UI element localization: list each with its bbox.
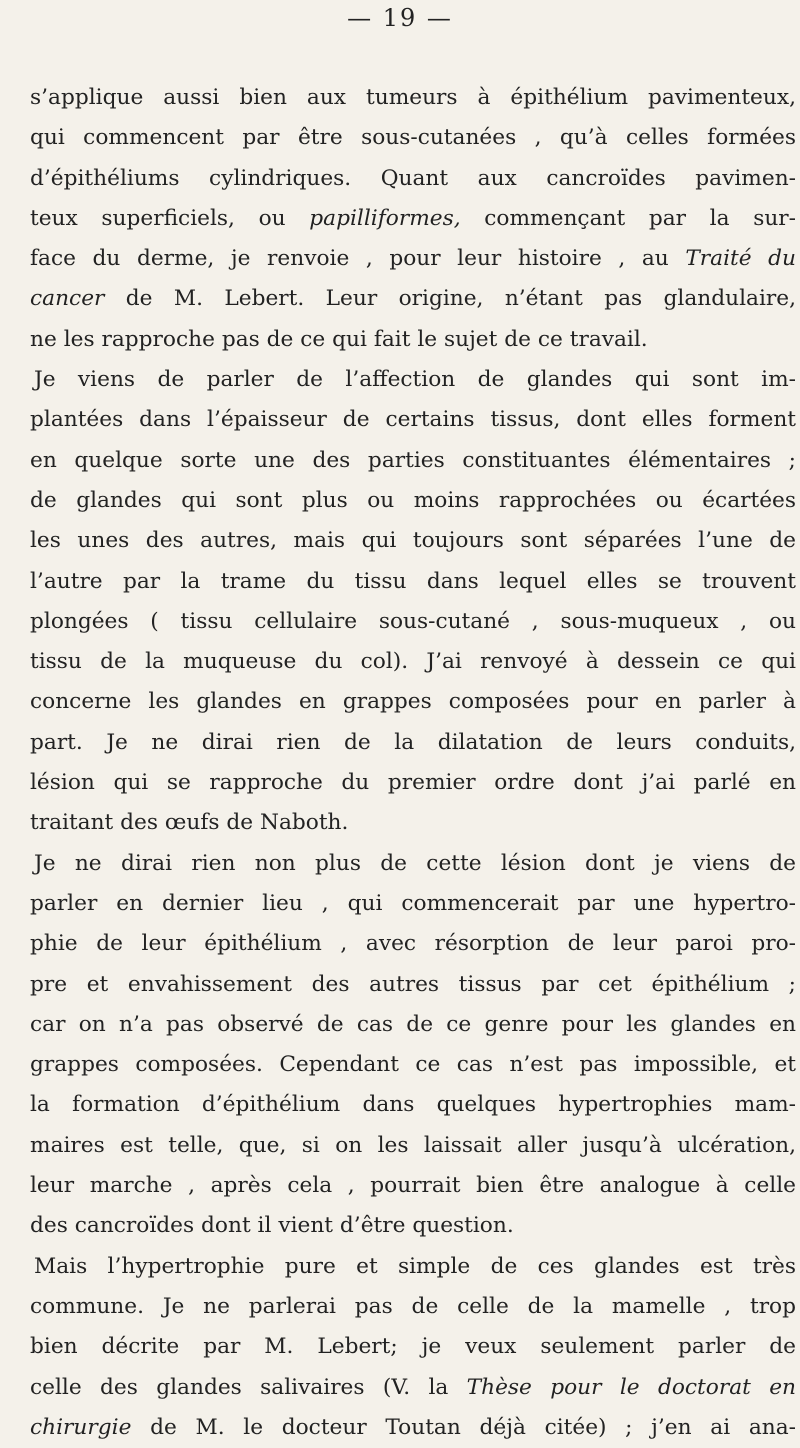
text-line xyxy=(30,1126,796,1166)
text-line xyxy=(30,562,796,602)
text-run: s’applique aussi bien aux tumeurs à épithélium pavimenteux, xyxy=(30,85,796,110)
text-run: d’épithéliums cylindriques. Quant aux cancroïdes pavimen- xyxy=(30,165,796,191)
text-run: lésion qui se rapproche du premier ordre dont j’ai parlé en xyxy=(30,770,796,796)
text-run: maires est telle, que, si on les laissait aller jusqu’à ulcération, xyxy=(30,1132,796,1158)
text-run: car on n’a pas observé de cas de ce genre pour les glandes en xyxy=(30,1011,796,1037)
text-run: celle des glandes salivaires (V. la xyxy=(30,1374,467,1400)
italic-run: chirurgie xyxy=(30,1414,132,1440)
text-line xyxy=(30,1045,796,1085)
text-run: face du derme, je renvoie , pour leur histoire , au xyxy=(30,246,686,272)
text-line xyxy=(30,481,796,521)
text-run: pre et envahissement des autres tissus par cet épithélium ; xyxy=(30,971,796,997)
text-line xyxy=(30,844,796,884)
text-line xyxy=(30,159,796,199)
text-run: traitant des œufs de Naboth. xyxy=(30,810,349,836)
text-line xyxy=(30,1247,796,1287)
text-line xyxy=(30,441,796,481)
text-line xyxy=(30,642,796,682)
italic-run: Thèse pour le doctorat en xyxy=(466,1374,796,1400)
text-run: de M. Lebert. Leur origine, n’étant pas glandulaire, xyxy=(104,286,796,312)
text-line xyxy=(30,239,796,279)
text-run: de M. le docteur Toutan déjà citée) ; j’en ai ana- xyxy=(131,1414,796,1440)
text-line xyxy=(30,199,796,239)
text-run: tissu de la muqueuse du col). J’ai renvoyé à dessein ce qui xyxy=(30,649,796,675)
text-run: concerne les glandes en grappes composées pour en parler à xyxy=(30,689,796,715)
text-run: de glandes qui sont plus ou moins rapprochées ou écartées xyxy=(30,487,796,513)
text-run: la formation d’épithélium dans quelques hypertrophies mam- xyxy=(30,1092,796,1118)
italic-run: cancer xyxy=(30,286,105,312)
page-number: — 19 — xyxy=(347,4,453,32)
text-line xyxy=(30,1085,796,1125)
italic-run: papilliformes, xyxy=(309,205,461,231)
text-line xyxy=(30,320,796,360)
text-line xyxy=(30,1408,796,1448)
text-line xyxy=(30,78,796,118)
text-line xyxy=(30,763,796,803)
text-run: l’autre par la trame du tissu dans lequel elles se trouvent xyxy=(30,568,796,594)
text-run: leur marche , après cela , pourrait bien être analogue à celle xyxy=(30,1173,796,1199)
text-run: phie de leur épithélium , avec résorption de leur paroi pro- xyxy=(30,931,796,957)
text-line xyxy=(30,602,796,642)
text-run: plantées dans l’épaisseur de certains tissus, dont elles forment xyxy=(30,407,796,433)
text-line xyxy=(30,682,796,722)
text-run: parler en dernier lieu , qui commencerait par une hypertro- xyxy=(30,890,796,916)
text-run: commençant par la sur- xyxy=(460,205,797,231)
text-run: commune. Je ne parlerai pas de celle de la mamelle , trop xyxy=(30,1293,796,1319)
text-run: Je ne dirai rien non plus de cette lésion dont je viens de xyxy=(34,850,796,876)
text-line xyxy=(30,360,796,400)
text-run: plongées ( tissu cellulaire sous-cutané , sous-muqueux , ou xyxy=(30,608,796,634)
text-run: grappes composées. Cependant ce cas n’est pas impossible, et xyxy=(30,1052,796,1078)
text-line xyxy=(30,1327,796,1367)
text-line xyxy=(30,1005,796,1045)
text-line xyxy=(30,924,796,964)
text-line xyxy=(30,118,796,158)
italic-run: Traité du xyxy=(685,246,796,272)
text-line xyxy=(30,723,796,763)
text-line xyxy=(30,400,796,440)
text-line xyxy=(30,279,796,319)
text-line xyxy=(30,884,796,924)
text-run: part. Je ne dirai rien de la dilatation de leurs conduits, xyxy=(30,729,796,755)
text-line xyxy=(30,521,796,561)
text-line xyxy=(30,803,796,843)
text-line xyxy=(30,1166,796,1206)
text-run: des cancroïdes dont il vient d’être question. xyxy=(30,1213,514,1239)
text-run: qui commencent par être sous-cutanées , qu’à celles formées xyxy=(30,125,796,151)
text-run: Mais l’hypertrophie pure et simple de ces glandes est très xyxy=(34,1253,796,1279)
text-run: teux superficiels, ou xyxy=(30,205,310,231)
text-run: les unes des autres, mais qui toujours sont séparées l’une de xyxy=(30,528,796,554)
text-line xyxy=(30,1287,796,1327)
body-text xyxy=(30,78,796,1448)
text-line xyxy=(30,1368,796,1408)
text-line xyxy=(30,1206,796,1246)
text-run: Je viens de parler de l’affection de glandes qui sont im- xyxy=(34,367,796,393)
text-run: bien décrite par M. Lebert; je veux seulement parler de xyxy=(30,1334,796,1360)
text-line xyxy=(30,965,796,1005)
text-run: ne les rapproche pas de ce qui fait le sujet de ce travail. xyxy=(30,326,648,352)
text-run: en quelque sorte une des parties constituantes élémentaires ; xyxy=(30,447,796,473)
